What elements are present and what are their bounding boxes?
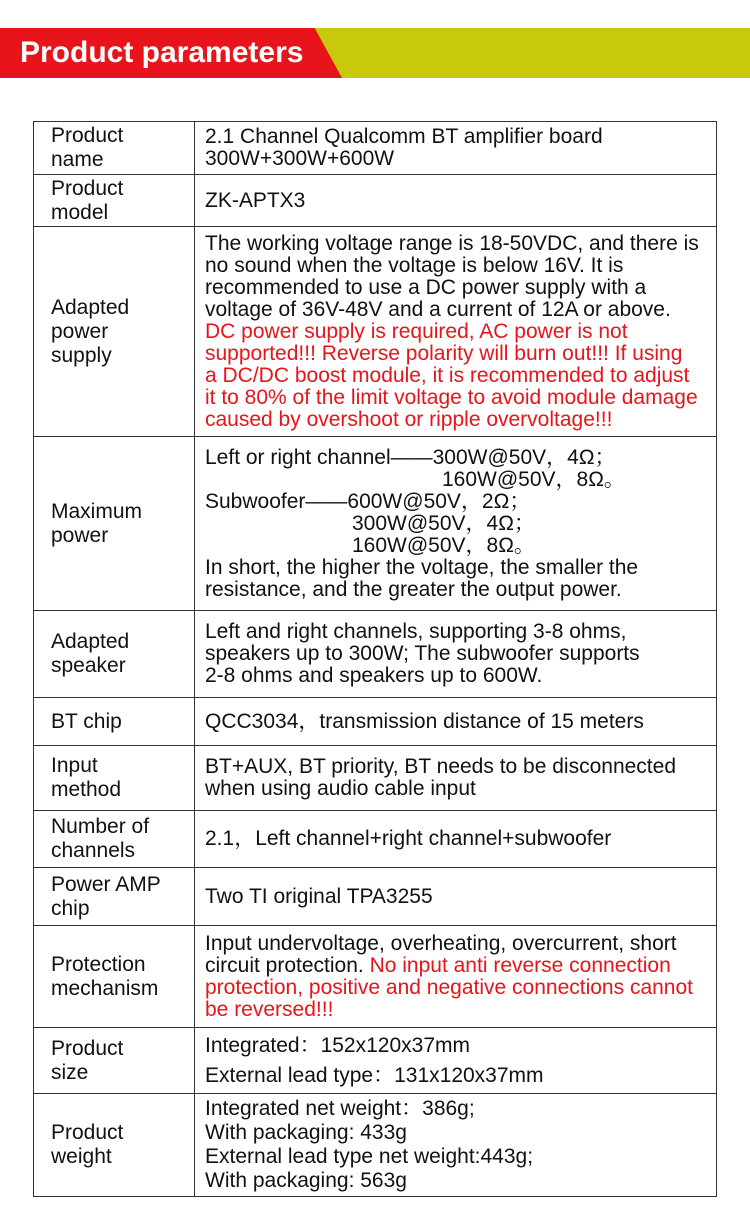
row-value-size (195, 1028, 717, 1094)
value-line: Subwoofer——600W@50V，2Ω； (205, 489, 531, 513)
value-line: The working voltage range is 18-50VDC, and there is (205, 231, 699, 255)
row-label-power-supply (34, 227, 195, 437)
warning-line: be reversed!!! (205, 997, 334, 1021)
value-line: no sound when the voltage is below 16V. It is (205, 253, 624, 277)
value-line: With packaging: 433g (205, 1121, 407, 1144)
row-value-power-supply (195, 227, 717, 437)
warning-line: protection, positive and negative connections cannot (205, 975, 693, 999)
value-line: when using audio cable input (205, 777, 476, 800)
table-row (34, 698, 717, 746)
spec-table (33, 121, 717, 1197)
row-label-input-method (34, 746, 195, 811)
row-label-bt-chip (34, 698, 195, 746)
table-row (34, 1094, 717, 1197)
table-row (34, 175, 717, 227)
value-line: Integrated net weight：386g; (205, 1097, 475, 1120)
value-line: 300W@50V，4Ω； (352, 511, 535, 535)
value-line: Two TI original TPA3255 (205, 884, 433, 908)
warning-text: No input anti reverse connection (369, 953, 671, 977)
row-label-speaker (34, 611, 195, 698)
value-line: In short, the higher the voltage, the smaller the (205, 555, 639, 579)
warning-line: a DC/DC boost module, it is recommended to adjust (205, 363, 690, 387)
label-line: Maximum (51, 499, 143, 523)
row-value-product-model (195, 175, 717, 227)
value-line: Integrated：152x120x37mm (205, 1033, 470, 1057)
value-line: recommended to use a DC power supply with a (205, 275, 647, 299)
row-label-product-name (34, 122, 195, 175)
label-line: Input (51, 754, 98, 777)
label-line: model (51, 200, 109, 224)
table-row (34, 122, 717, 175)
label-line: Product (51, 1121, 124, 1144)
value-line-mixed (205, 955, 712, 977)
label-line: chip (51, 896, 90, 920)
label-line: supply (51, 343, 112, 367)
table-row (34, 868, 717, 926)
value-line: External lead type：131x120x37mm (205, 1063, 544, 1087)
value-line: QCC3034，transmission distance of 15 meters (205, 709, 644, 733)
label-line: power (51, 523, 109, 547)
row-label-amp-chip (34, 868, 195, 926)
row-value-speaker (195, 611, 717, 698)
row-label-product-model (34, 175, 195, 227)
warning-line: caused by overshoot or ripple overvoltage!!! (205, 407, 613, 431)
table-row (34, 611, 717, 698)
table-row (34, 227, 717, 437)
row-value-bt-chip (195, 698, 717, 746)
label-line: size (51, 1060, 89, 1084)
label-line: BT chip (51, 709, 122, 733)
value-line: 300W+300W+600W (205, 147, 395, 170)
label-line: Adapted (51, 295, 130, 319)
row-value-channels (195, 811, 717, 868)
label-line: Adapted (51, 630, 130, 653)
row-label-size (34, 1028, 195, 1094)
label-line: weight (51, 1145, 112, 1168)
value-line: ZK-APTX3 (205, 188, 306, 212)
value-line: 2-8 ohms and speakers up to 600W. (205, 664, 543, 687)
row-value-weight (195, 1094, 717, 1197)
row-value-product-name (195, 122, 717, 175)
label-line: Number of (51, 815, 150, 838)
value-line: speakers up to 300W; The subwoofer supports (205, 642, 640, 665)
value-text: circuit protection. (205, 953, 370, 977)
header-banner (0, 28, 750, 78)
label-line: Product (51, 124, 124, 147)
label-line: name (51, 148, 104, 171)
value-line: resistance, and the greater the output power. (205, 577, 622, 601)
row-value-amp-chip (195, 868, 717, 926)
table-row (34, 811, 717, 868)
value-line: Input undervoltage, overheating, overcurrent, short (205, 931, 677, 955)
row-label-max-power (34, 437, 195, 611)
label-line: mechanism (51, 976, 159, 1000)
value-line: External lead type net weight:443g; (205, 1145, 534, 1168)
warning-line: supported!!! Reverse polarity will burn out!!! If using (205, 341, 683, 365)
row-value-max-power (195, 437, 717, 611)
value-line: 2.1 Channel Qualcomm BT amplifier board (205, 125, 603, 148)
row-value-input-method (195, 746, 717, 811)
table-row (34, 1028, 717, 1094)
label-line: method (51, 778, 122, 801)
page-title: Product parameters (20, 36, 304, 69)
value-line: Left and right channels, supporting 3-8 ohms, (205, 620, 627, 643)
label-line: Power AMP (51, 872, 161, 896)
value-line: With packaging: 563g (205, 1169, 407, 1192)
value-line: 160W@50V，8Ω。 (442, 467, 625, 491)
label-line: power (51, 319, 109, 343)
warning-line: it to 80% of the limit voltage to avoid module damage (205, 385, 698, 409)
value-line: 2.1，Left channel+right channel+subwoofer (205, 827, 612, 850)
row-label-protection (34, 926, 195, 1028)
label-line: Protection (51, 952, 146, 976)
table-row (34, 437, 717, 611)
label-line: Product (51, 176, 124, 200)
table-row (34, 926, 717, 1028)
row-label-weight (34, 1094, 195, 1197)
row-label-channels (34, 811, 195, 868)
value-line: 160W@50V，8Ω。 (352, 533, 535, 557)
label-line: channels (51, 839, 136, 862)
warning-line: DC power supply is required, AC power is not (205, 319, 628, 343)
row-value-protection (195, 926, 717, 1028)
value-line: BT+AUX, BT priority, BT needs to be disconnected (205, 755, 676, 778)
table-row (34, 746, 717, 811)
label-line: speaker (51, 654, 126, 677)
value-line: voltage of 36V-48V and a current of 12A or above. (205, 297, 671, 321)
value-line: Left or right channel——300W@50V，4Ω； (205, 445, 616, 469)
label-line: Product (51, 1036, 124, 1060)
